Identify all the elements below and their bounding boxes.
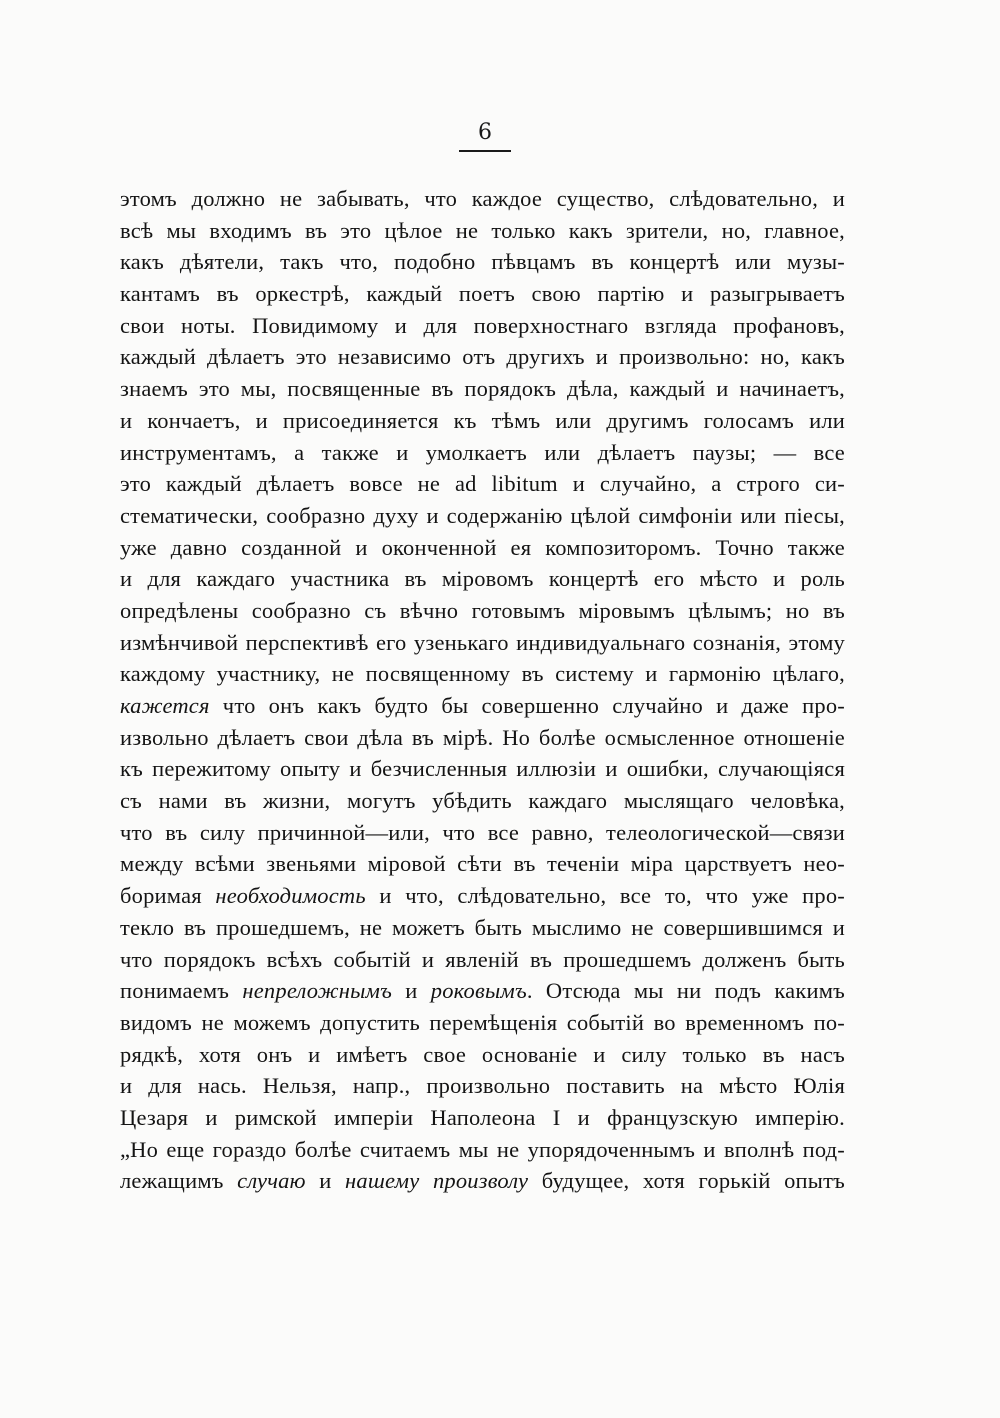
emphasis-word: роковымъ (430, 978, 527, 1004)
text-line: каждому участнику, не посвященному въ систему и гармонію цѣлаго, (120, 661, 845, 687)
text-line: это каждый дѣлаетъ вовсе не ad libitum и случайно, а строго си- (120, 471, 845, 497)
text-line: свои ноты. Повидимому и для поверхностнаго взгляда профановъ, (120, 312, 845, 338)
text-line: этомъ должно не забывать, что каждое существо, слѣдовательно, и (120, 186, 845, 211)
text-line: Цезаря и римской имперіи Наполеона I и французскую имперію. (120, 1104, 845, 1130)
page-number: 6 (478, 120, 492, 145)
page-header (440, 118, 530, 152)
text-line: понимаемъ непреложнымъ и роковымъ. Отсюда мы ни подъ какимъ (120, 978, 845, 1004)
text-line: что порядокъ всѣхъ событій и явленій въ прошедшемъ долженъ быть (120, 946, 845, 972)
emphasis-word: непреложнымъ (242, 978, 392, 1004)
text-line: боримая необходимость и что, слѣдовательно, все то, что уже про- (120, 883, 845, 909)
text-line: всѣ мы входимъ въ это цѣлое не только какъ зрители, но, главное, (120, 217, 845, 243)
text-line: какъ дѣятели, такъ что, подобно пѣвцамъ въ концертѣ или музы- (120, 249, 845, 275)
text-line: что въ силу причинной—или, что все равно, телеологической—связи (120, 819, 845, 845)
emphasis-word: кажется (120, 693, 210, 718)
text-line: знаемъ это мы, посвященные въ порядокъ дѣла, каждый и начинаетъ, (120, 376, 845, 402)
text-line: кантамъ въ оркестрѣ, каждый поетъ свою партію и разыгрываетъ (120, 281, 845, 307)
text-line: и для каждаго участника въ міровомъ концертѣ его мѣсто и роль (120, 566, 845, 592)
text-line: рядкѣ, хотя онъ и имѣетъ свое основаніе и силу только въ насъ (120, 1041, 845, 1067)
text-line: стематически, сообразно духу и содержанію цѣлой симфоніи или піесы, (120, 502, 845, 528)
text-line: уже давно созданной и оконченной ея композиторомъ. Точно также (120, 534, 845, 560)
text-line: инструментамъ, а также и умолкаетъ или дѣлаетъ паузы; — все (120, 439, 845, 465)
text-line: текло въ прошедшемъ, не можетъ быть мыслимо не совершившимся и (120, 914, 845, 940)
emphasis-word: необходимость (215, 883, 366, 909)
text-line: лежащимъ случаю и нашему произволу будущее, хотя горькій опытъ (120, 1168, 845, 1194)
text-line: кажется что онъ какъ будто бы совершенно случайно и даже про- (120, 693, 845, 718)
emphasis-word: нашему произволу (345, 1168, 529, 1194)
text-line: каждый дѣлаетъ это независимо отъ другихъ и произвольно: но, какъ (120, 344, 845, 370)
text-line: извольно дѣлаетъ свои дѣла въ мірѣ. Но болѣе осмысленное отношеніе (120, 724, 845, 750)
text-line: „Но еще гораздо болѣе считаемъ мы не упорядоченнымъ и вполнѣ под- (120, 1136, 845, 1162)
text-line: измѣнчивой перспективѣ его узенькаго индивидуальнаго сознанія, этому (120, 629, 845, 655)
text-line: между всѣми звеньями міровой сѣти въ теченіи міра царствуетъ нео- (120, 851, 845, 877)
text-line: опредѣлены сообразно съ вѣчно готовымъ міровымъ цѣлымъ; но въ (120, 597, 845, 623)
text-line: съ нами въ жизни, могутъ убѣдить каждаго мыслящаго человѣка, (120, 788, 845, 814)
emphasis-word: случаю (237, 1168, 306, 1194)
text-line: къ пережитому опыту и безчисленныя иллюзіи и ошибки, случающіяся (120, 756, 845, 782)
body-text (120, 183, 845, 1197)
page-number-rule (459, 150, 511, 152)
text-line: и для нась. Нельзя, напр., произвольно поставить на мѣсто Юлія (120, 1073, 845, 1099)
text-line: и кончаетъ, и присоединяется къ тѣмъ или другимъ голосамъ или (120, 407, 845, 433)
text-line: видомъ не можемъ допустить перемѣщенія событій во временномъ по- (120, 1009, 845, 1035)
